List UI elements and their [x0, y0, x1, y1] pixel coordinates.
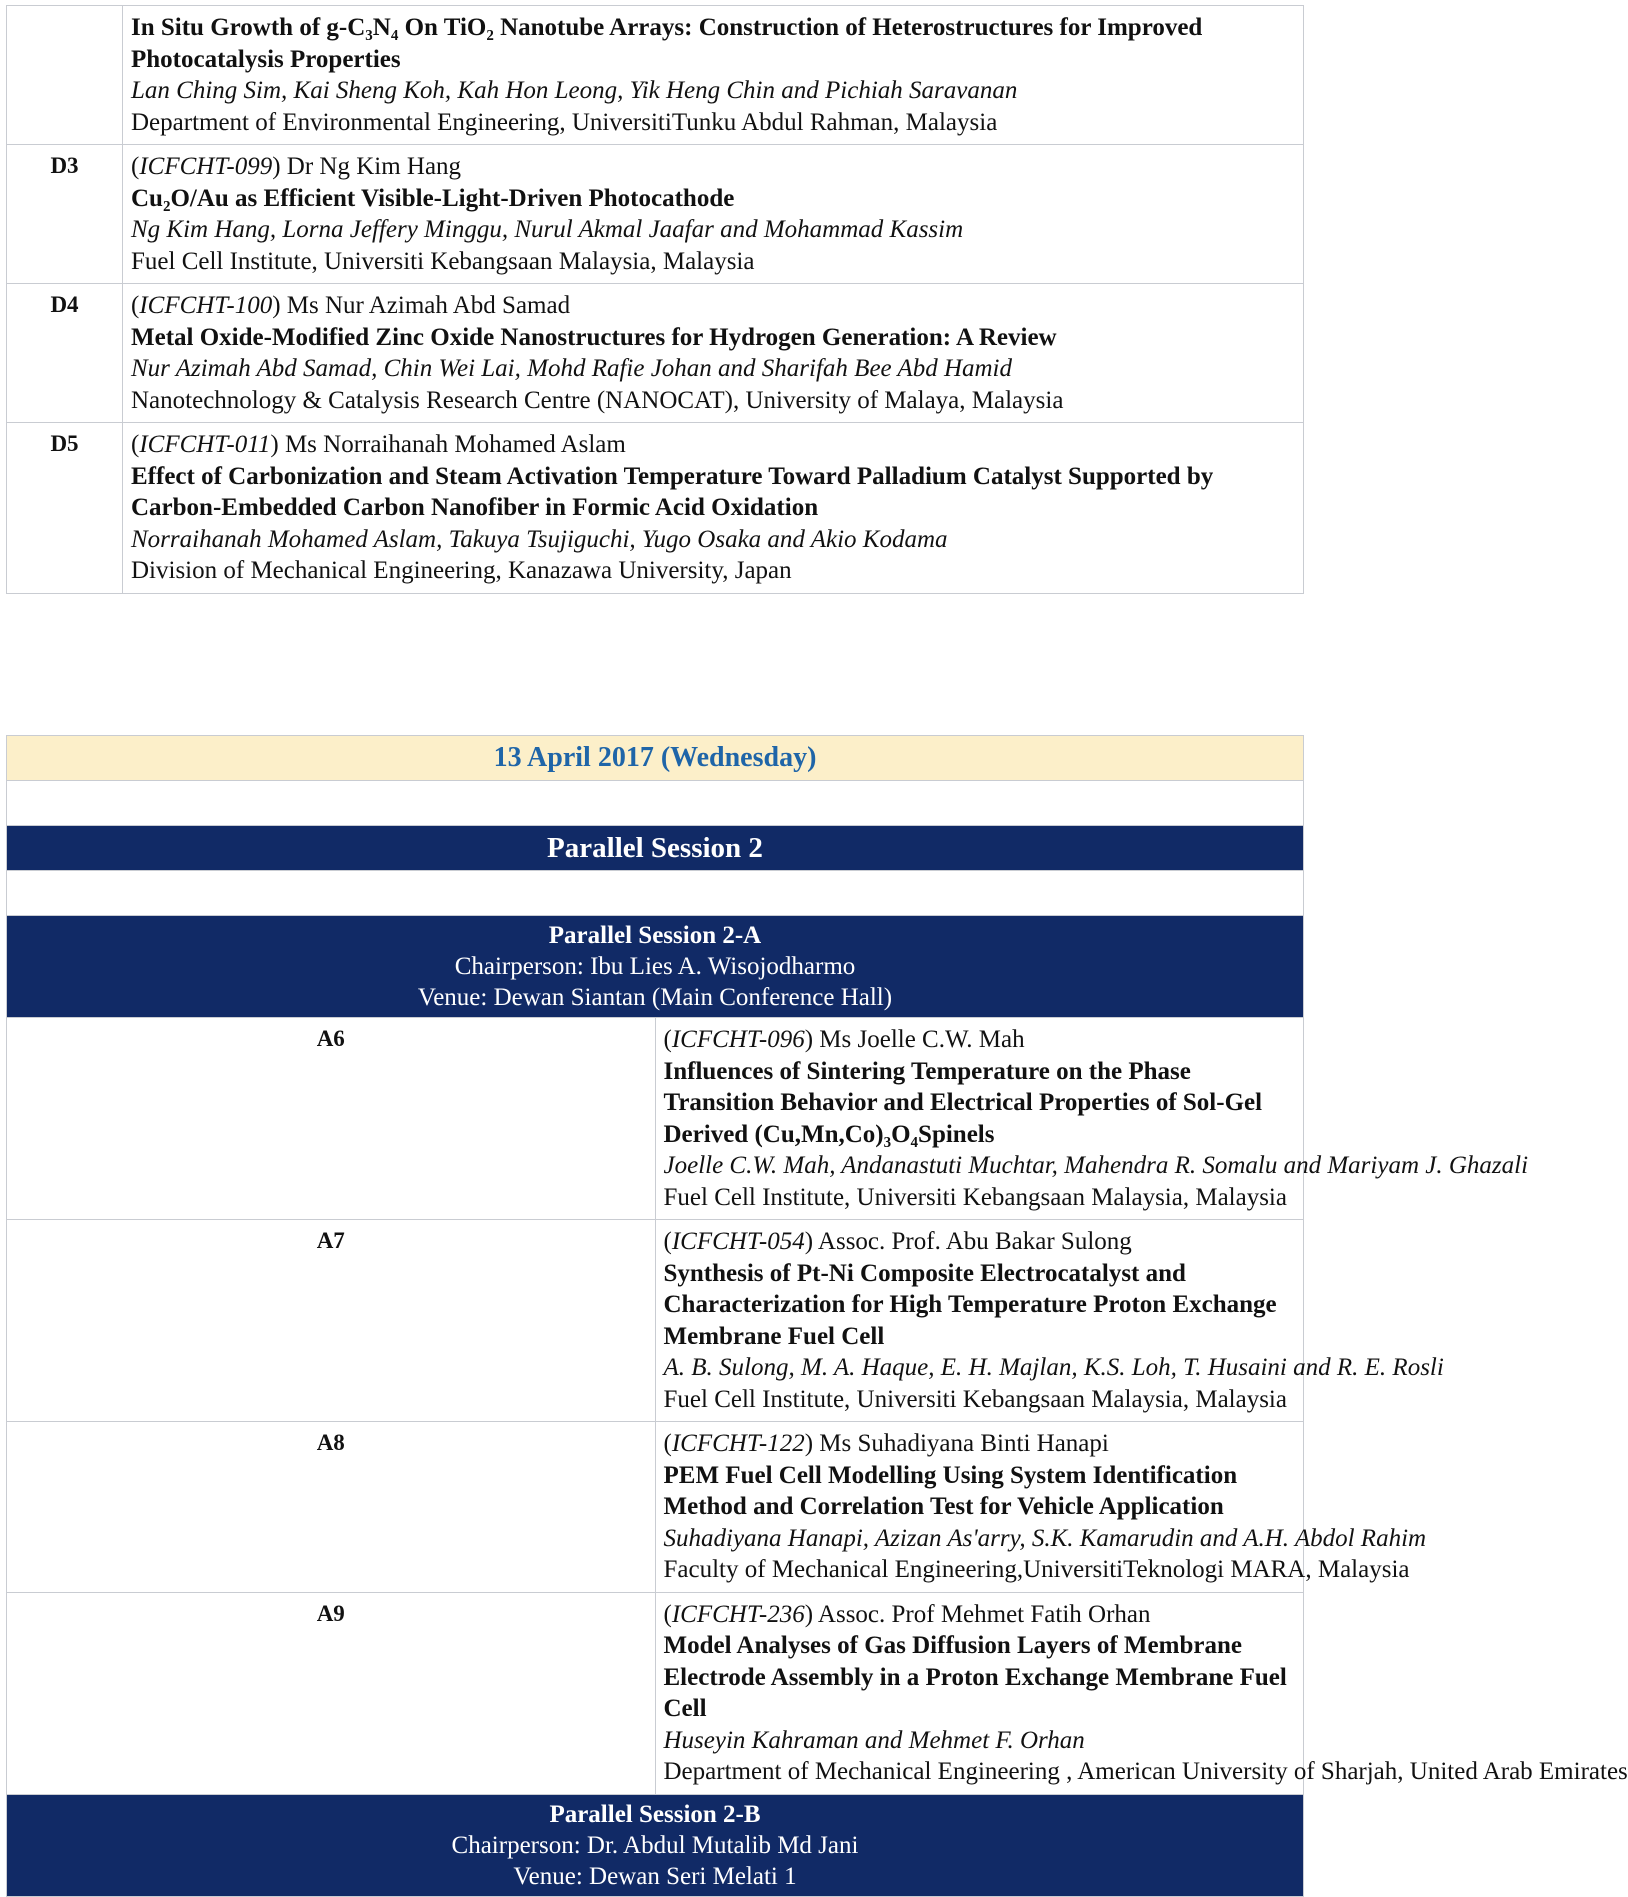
subsession-chair: Chairperson: Dr. Abdul Mutalib Md Jani: [451, 1831, 859, 1859]
paper-authors: Norraihanah Mohamed Aslam, Takuya Tsujiguchi, Yugo Osaka and Akio Kodama: [131, 525, 948, 553]
subsession-venue: Venue: Dewan Siantan (Main Conference Hall): [417, 984, 893, 1011]
paper-title: Synthesis of Pt-Ni Composite Electrocatalyst and Characterization for High Temperature Proton Exchange Membrane Fuel Cell: [663, 1259, 1277, 1350]
presentation-row: [7, 284, 1304, 423]
subsession-header: [7, 916, 1304, 1018]
presenter-name: Dr Ng Kim Hang: [286, 153, 462, 180]
date-header: 13 April 2017 (Wednesday): [7, 736, 1304, 781]
presentation-details: [123, 145, 1304, 284]
presenter-line: (ICFCHT-122) Ms Suhadiyana Binti Hanapi: [663, 1430, 1109, 1457]
previous-session-table: [6, 5, 1304, 594]
paper-id: ICFCHT-122: [671, 1430, 805, 1457]
presenter-name: Ms Nur Azimah Abd Samad: [286, 292, 571, 319]
presentation-code: A6: [7, 1018, 656, 1220]
presenter-name: Assoc. Prof. Abu Bakar Sulong: [817, 1228, 1132, 1255]
presentation-row: [7, 1220, 1304, 1422]
subsession-venue: Venue: Dewan Seri Melati 1: [513, 1862, 797, 1890]
presentation-row: [7, 1592, 1304, 1794]
presentation-code: D4: [7, 284, 123, 423]
presentation-details: [655, 1220, 1444, 1422]
paper-affiliation: Fuel Cell Institute, Universiti Kebangsaan Malaysia, Malaysia: [663, 1385, 1287, 1413]
subsession-title: Parallel Session 2-B: [549, 1800, 761, 1828]
subsession-header-row: [7, 916, 1304, 1018]
session-header: Parallel Session 2: [7, 826, 1304, 871]
spacer-cell: [7, 781, 1304, 826]
subsession-header-row: [7, 1794, 1304, 1896]
paper-title: Influences of Sintering Temperature on the Phase Transition Behavior and Electrical Properties of Sol-Gel Derived (Cu,Mn,Co)₃O₄Spinels: [663, 1057, 1263, 1148]
paper-title: PEM Fuel Cell Modelling Using System Identification Method and Correlation Test for Vehicle Application: [663, 1461, 1238, 1520]
presenter-line: (ICFCHT-011) Ms Norraihanah Mohamed Aslam: [131, 431, 626, 458]
paper-id: ICFCHT-099: [139, 153, 273, 180]
subsession-title: Parallel Session 2-A: [548, 922, 762, 949]
presenter-name: Ms Joelle C.W. Mah: [819, 1026, 1025, 1053]
paper-authors: Lan Ching Sim, Kai Sheng Koh, Kah Hon Leong, Yik Heng Chin and Pichiah Saravanan: [131, 77, 1018, 104]
presentation-details: [123, 423, 1304, 594]
paper-affiliation: Department of Environmental Engineering, UniversitiTunku Abdul Rahman, Malaysia: [131, 108, 998, 136]
presentation-code: A8: [7, 1422, 656, 1593]
paper-id: ICFCHT-011: [139, 431, 271, 458]
paper-authors: Huseyin Kahraman and Mehmet F. Orhan: [663, 1726, 1085, 1754]
presentation-code: [7, 6, 123, 145]
spacer-row: [7, 781, 1304, 826]
subsession-chair: Chairperson: Ibu Lies A. Wisojodharmo: [454, 953, 856, 980]
paper-title: In Situ Growth of g-C₃N₄ On TiO₂ Nanotube Arrays: Construction of Heterostructures for Improved Photocatalysis Properties: [131, 14, 1203, 73]
presentation-code: D5: [7, 423, 123, 594]
presenter-name: Assoc. Prof Mehmet Fatih Orhan: [817, 1600, 1151, 1628]
paper-authors: Suhadiyana Hanapi, Azizan As'arry, S.K. Kamarudin and A.H. Abdol Rahim: [663, 1524, 1427, 1552]
paper-affiliation: Division of Mechanical Engineering, Kanazawa University, Japan: [131, 557, 792, 584]
date-header-row: [7, 736, 1304, 781]
presenter-line: (ICFCHT-054) Assoc. Prof. Abu Bakar Sulong: [663, 1228, 1132, 1255]
presentation-row: [7, 1018, 1304, 1220]
presenter-line: (ICFCHT-236) Assoc. Prof Mehmet Fatih Orhan: [663, 1600, 1151, 1628]
paper-id: ICFCHT-100: [139, 292, 273, 319]
presentation-details: [123, 6, 1304, 145]
presentation-code: D3: [7, 145, 123, 284]
paper-id: ICFCHT-236: [671, 1600, 805, 1628]
paper-affiliation: Fuel Cell Institute, Universiti Kebangsaan Malaysia, Malaysia: [663, 1183, 1287, 1211]
presentation-row: [7, 423, 1304, 594]
paper-affiliation: Fuel Cell Institute, Universiti Kebangsaan Malaysia, Malaysia: [131, 247, 755, 275]
paper-authors: Joelle C.W. Mah, Andanastuti Muchtar, Mahendra R. Somalu and Mariyam J. Ghazali: [663, 1152, 1529, 1179]
spacer-cell: [7, 871, 1304, 916]
paper-affiliation: Faculty of Mechanical Engineering,UniversitiTeknologi MARA, Malaysia: [663, 1556, 1410, 1583]
presentation-details: [655, 1018, 1529, 1220]
presenter-line: (ICFCHT-100) Ms Nur Azimah Abd Samad: [131, 292, 571, 319]
presenter-line: (ICFCHT-099) Dr Ng Kim Hang: [131, 153, 462, 180]
paper-title: Metal Oxide-Modified Zinc Oxide Nanostructures for Hydrogen Generation: A Review: [131, 323, 1057, 351]
presentation-details: [123, 284, 1304, 423]
paper-title: Cu₂O/Au as Efficient Visible-Light-Driven Photocathode: [131, 184, 735, 212]
paper-affiliation: Department of Mechanical Engineering , American University of Sharjah, United Arab Emirates: [663, 1758, 1628, 1785]
subsession-header: [7, 1794, 1304, 1896]
presentation-row: [7, 145, 1304, 284]
session-header-row: [7, 826, 1304, 871]
day-schedule-table: [6, 735, 1628, 1897]
paper-id: ICFCHT-096: [671, 1026, 805, 1053]
paper-title: Model Analyses of Gas Diffusion Layers of Membrane Electrode Assembly in a Proton Exchange Membrane Fuel Cell: [663, 1632, 1287, 1722]
presenter-name: Ms Norraihanah Mohamed Aslam: [284, 431, 626, 458]
presentation-details: [655, 1592, 1628, 1794]
presentation-row: [7, 6, 1304, 145]
paper-authors: Nur Azimah Abd Samad, Chin Wei Lai, Mohd Rafie Johan and Sharifah Bee Abd Hamid: [131, 355, 1013, 382]
presentation-details: [655, 1422, 1427, 1593]
paper-affiliation: Nanotechnology & Catalysis Research Centre (NANOCAT), University of Malaya, Malaysia: [131, 386, 1064, 414]
presenter-name: Ms Suhadiyana Binti Hanapi: [819, 1430, 1109, 1457]
paper-id: ICFCHT-054: [671, 1228, 805, 1255]
presentation-code: A7: [7, 1220, 656, 1422]
presenter-line: (ICFCHT-096) Ms Joelle C.W. Mah: [663, 1026, 1025, 1053]
paper-authors: Ng Kim Hang, Lorna Jeffery Minggu, Nurul Akmal Jaafar and Mohammad Kassim: [131, 216, 964, 243]
presentation-row: [7, 1422, 1304, 1593]
presentation-code: A9: [7, 1592, 656, 1794]
paper-authors: A. B. Sulong, M. A. Haque, E. H. Majlan, K.S. Loh, T. Husaini and R. E. Rosli: [663, 1354, 1444, 1381]
paper-title: Effect of Carbonization and Steam Activation Temperature Toward Palladium Catalyst Supported by Carbon-Embedded Carbon Nanofiber in Formic Acid Oxidation: [131, 462, 1214, 521]
spacer-row: [7, 871, 1304, 916]
